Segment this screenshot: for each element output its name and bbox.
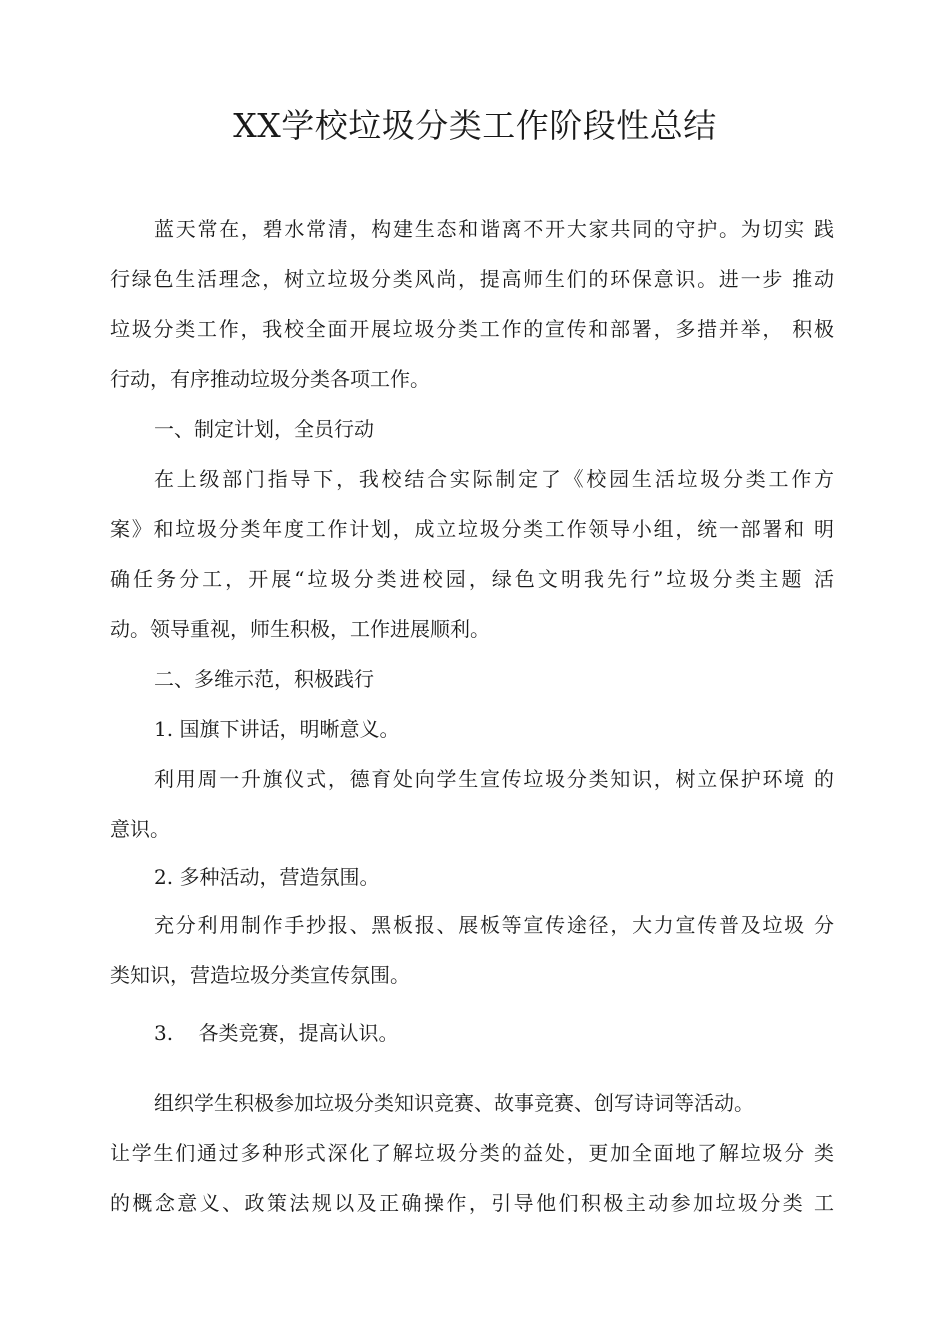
body-line: 的概念意义、政策法规以及正确操作，引导他们积极主动参加垃圾分类 工 — [110, 1191, 834, 1215]
body-line: 垃圾分类工作，我校全面开展垃圾分类工作的宣传和部署，多措并举， 积极 — [110, 317, 834, 341]
body-line: 充分利用制作手抄报、黑板报、展板等宣传途径，大力宣传普及垃圾 分 — [154, 913, 834, 937]
document-title: XX学校垃圾分类工作阶段性总结 — [233, 106, 717, 145]
body-line: 在上级部门指导下，我校结合实际制定了《校园生活垃圾分类工作方 — [154, 467, 834, 491]
section-heading: 二、多维示范，积极践行 — [154, 667, 374, 691]
section-heading: 一、制定计划，全员行动 — [154, 417, 374, 441]
body-line: 动。领导重视，师生积极，工作进展顺利。 — [110, 617, 490, 641]
body-line: 类知识，营造垃圾分类宣传氛围。 — [110, 963, 410, 987]
body-line: 行绿色生活理念，树立垃圾分类风尚，提高师生们的环保意识。进一步 推动 — [110, 267, 834, 291]
body-line: 组织学生积极参加垃圾分类知识竞赛、故事竞赛、创写诗词等活动。 — [154, 1091, 754, 1115]
body-line: 案》和垃圾分类年度工作计划，成立垃圾分类工作领导小组，统一部署和 明 — [110, 517, 834, 541]
body-line: 行动，有序推动垃圾分类各项工作。 — [110, 367, 430, 391]
subsection-heading: 1. 国旗下讲话，明晰意义。 — [154, 717, 400, 741]
body-line: 让学生们通过多种形式深化了解垃圾分类的益处，更加全面地了解垃圾分 类 — [110, 1141, 834, 1165]
subsection-heading: 3. 各类竞赛，提高认识。 — [154, 1021, 399, 1045]
body-line: 确任务分工，开展“垃圾分类进校园，绿色文明我先行”垃圾分类主题 活 — [110, 567, 834, 591]
body-line: 利用周一升旗仪式，德育处向学生宣传垃圾分类知识，树立保护环境 的 — [154, 767, 834, 791]
body-line: 意识。 — [110, 817, 170, 841]
subsection-heading: 2. 多种活动，营造氛围。 — [154, 865, 380, 889]
body-line: 蓝天常在，碧水常清，构建生态和谐离不开大家共同的守护。为切实 践 — [154, 217, 834, 241]
